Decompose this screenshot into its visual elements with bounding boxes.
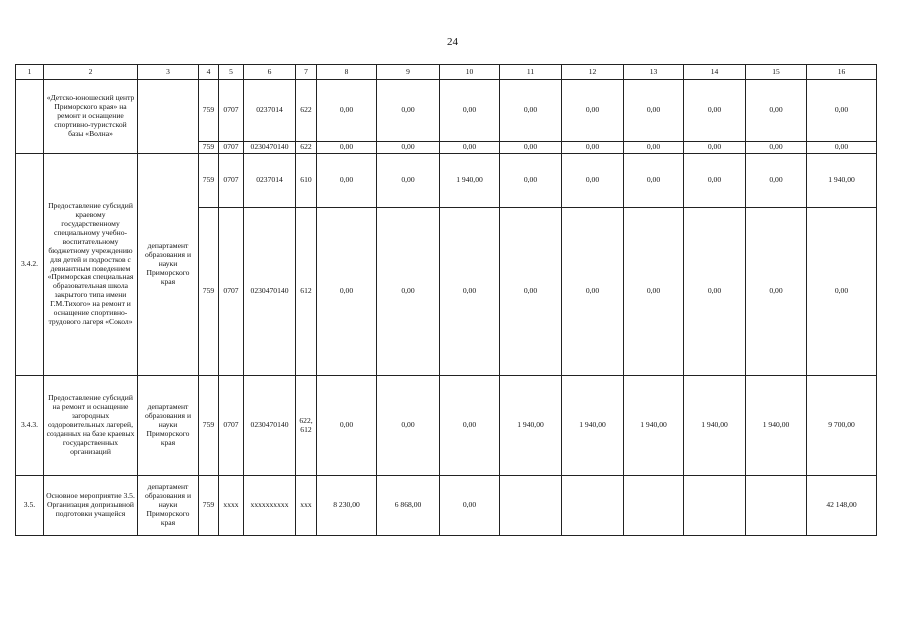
- value-cell: 0,00: [746, 80, 807, 142]
- col-header: 10: [440, 65, 500, 80]
- code-expense: 622: [296, 142, 317, 154]
- value-cell: [746, 476, 807, 536]
- value-cell: 1 940,00: [684, 376, 746, 476]
- code-grbs: 759: [199, 208, 219, 376]
- col-header: 2: [44, 65, 138, 80]
- value-cell: 1 940,00: [746, 376, 807, 476]
- value-cell: 0,00: [440, 208, 500, 376]
- value-cell: 9 700,00: [807, 376, 877, 476]
- value-cell: 1 940,00: [440, 154, 500, 208]
- item-name: «Детско-юношеский центр Приморского края» на ремонт и оснащение спортивно-туристской базы «Волна»: [44, 80, 138, 154]
- code-expense: ххх: [296, 476, 317, 536]
- code-section: 0707: [219, 80, 244, 142]
- code-target: 0237014: [244, 80, 296, 142]
- table-row: [16, 154, 877, 208]
- value-cell: 0,00: [440, 80, 500, 142]
- value-cell: 1 940,00: [562, 376, 624, 476]
- value-cell: 0,00: [317, 142, 377, 154]
- col-header: 12: [562, 65, 624, 80]
- code-target: 0230470140: [244, 208, 296, 376]
- col-header: 14: [684, 65, 746, 80]
- item-owner: департамент образования и науки Приморского края: [138, 376, 199, 476]
- col-header: 16: [807, 65, 877, 80]
- value-cell: 0,00: [440, 376, 500, 476]
- value-cell: 0,00: [500, 208, 562, 376]
- item-name: Предоставление субсидий краевому государственному специальному учебно-воспитательному бюджетному учреждению для детей и подростков с девиантным поведением «Приморская специальная образовательная школа закрытого типа имени Г.М.Тихого» на ремонт и оснащение спортивно-трудового лагеря «Сокол»: [44, 154, 138, 376]
- value-cell: 0,00: [377, 208, 440, 376]
- item-name: Предоставление субсидий на ремонт и оснащение загородных оздоровительных лагерей, созданных на базе краевых государственных организаций: [44, 376, 138, 476]
- code-grbs: 759: [199, 80, 219, 142]
- item-owner: [138, 80, 199, 154]
- value-cell: 0,00: [500, 80, 562, 142]
- item-index: 3.4.3.: [16, 376, 44, 476]
- code-expense: 622: [296, 80, 317, 142]
- value-cell: [624, 476, 684, 536]
- code-target: 0237014: [244, 154, 296, 208]
- col-header: 9: [377, 65, 440, 80]
- budget-table: [15, 64, 877, 536]
- col-header: 8: [317, 65, 377, 80]
- table-row: [16, 80, 877, 142]
- value-cell: 0,00: [317, 376, 377, 476]
- code-section: хххх: [219, 476, 244, 536]
- value-cell: [500, 476, 562, 536]
- value-cell: 1 940,00: [807, 154, 877, 208]
- code-section: 0707: [219, 154, 244, 208]
- value-cell: 0,00: [746, 142, 807, 154]
- value-cell: [562, 476, 624, 536]
- table-row: [16, 476, 877, 536]
- value-cell: 0,00: [562, 208, 624, 376]
- code-target: хххххххххх: [244, 476, 296, 536]
- value-cell: 0,00: [807, 208, 877, 376]
- value-cell: 0,00: [624, 142, 684, 154]
- item-index: 3.5.: [16, 476, 44, 536]
- item-owner: департамент образования и науки Приморского края: [138, 476, 199, 536]
- code-grbs: 759: [199, 376, 219, 476]
- value-cell: 0,00: [440, 476, 500, 536]
- value-cell: 42 148,00: [807, 476, 877, 536]
- value-cell: 0,00: [746, 208, 807, 376]
- code-expense: 612: [296, 208, 317, 376]
- code-grbs: 759: [199, 154, 219, 208]
- value-cell: 0,00: [377, 142, 440, 154]
- value-cell: 0,00: [684, 80, 746, 142]
- code-section: 0707: [219, 376, 244, 476]
- value-cell: 0,00: [807, 80, 877, 142]
- item-index: 3.4.2.: [16, 154, 44, 376]
- value-cell: [684, 476, 746, 536]
- page-number: 24: [447, 36, 458, 48]
- col-header: 7: [296, 65, 317, 80]
- value-cell: 0,00: [684, 208, 746, 376]
- value-cell: 0,00: [807, 142, 877, 154]
- value-cell: 8 230,00: [317, 476, 377, 536]
- value-cell: 0,00: [377, 154, 440, 208]
- col-header: 13: [624, 65, 684, 80]
- col-header: 11: [500, 65, 562, 80]
- value-cell: 0,00: [317, 208, 377, 376]
- col-header: 15: [746, 65, 807, 80]
- value-cell: 0,00: [684, 142, 746, 154]
- code-expense: 610: [296, 154, 317, 208]
- value-cell: 0,00: [377, 80, 440, 142]
- col-header: 4: [199, 65, 219, 80]
- col-header: 6: [244, 65, 296, 80]
- value-cell: 0,00: [377, 376, 440, 476]
- code-expense: 622, 612: [296, 376, 317, 476]
- code-target: 0230470140: [244, 142, 296, 154]
- value-cell: 0,00: [562, 80, 624, 142]
- value-cell: 0,00: [317, 80, 377, 142]
- code-section: 0707: [219, 142, 244, 154]
- item-name: Основное мероприятие 3.5. Организация допризывной подготовки учащейся: [44, 476, 138, 536]
- value-cell: 0,00: [440, 142, 500, 154]
- value-cell: 1 940,00: [624, 376, 684, 476]
- col-header: 3: [138, 65, 199, 80]
- value-cell: 0,00: [562, 142, 624, 154]
- col-header: 5: [219, 65, 244, 80]
- code-grbs: 759: [199, 142, 219, 154]
- value-cell: 1 940,00: [500, 376, 562, 476]
- value-cell: 0,00: [684, 154, 746, 208]
- value-cell: 0,00: [624, 208, 684, 376]
- value-cell: 6 868,00: [377, 476, 440, 536]
- value-cell: 0,00: [500, 154, 562, 208]
- col-header: 1: [16, 65, 44, 80]
- code-section: 0707: [219, 208, 244, 376]
- value-cell: 0,00: [624, 80, 684, 142]
- value-cell: 0,00: [500, 142, 562, 154]
- code-grbs: 759: [199, 476, 219, 536]
- value-cell: 0,00: [562, 154, 624, 208]
- value-cell: 0,00: [317, 154, 377, 208]
- table-row: [16, 376, 877, 476]
- header-row: [16, 65, 877, 80]
- item-owner: департамент образования и науки Приморского края: [138, 154, 199, 376]
- value-cell: 0,00: [746, 154, 807, 208]
- item-index: [16, 80, 44, 154]
- value-cell: 0,00: [624, 154, 684, 208]
- code-target: 0230470140: [244, 376, 296, 476]
